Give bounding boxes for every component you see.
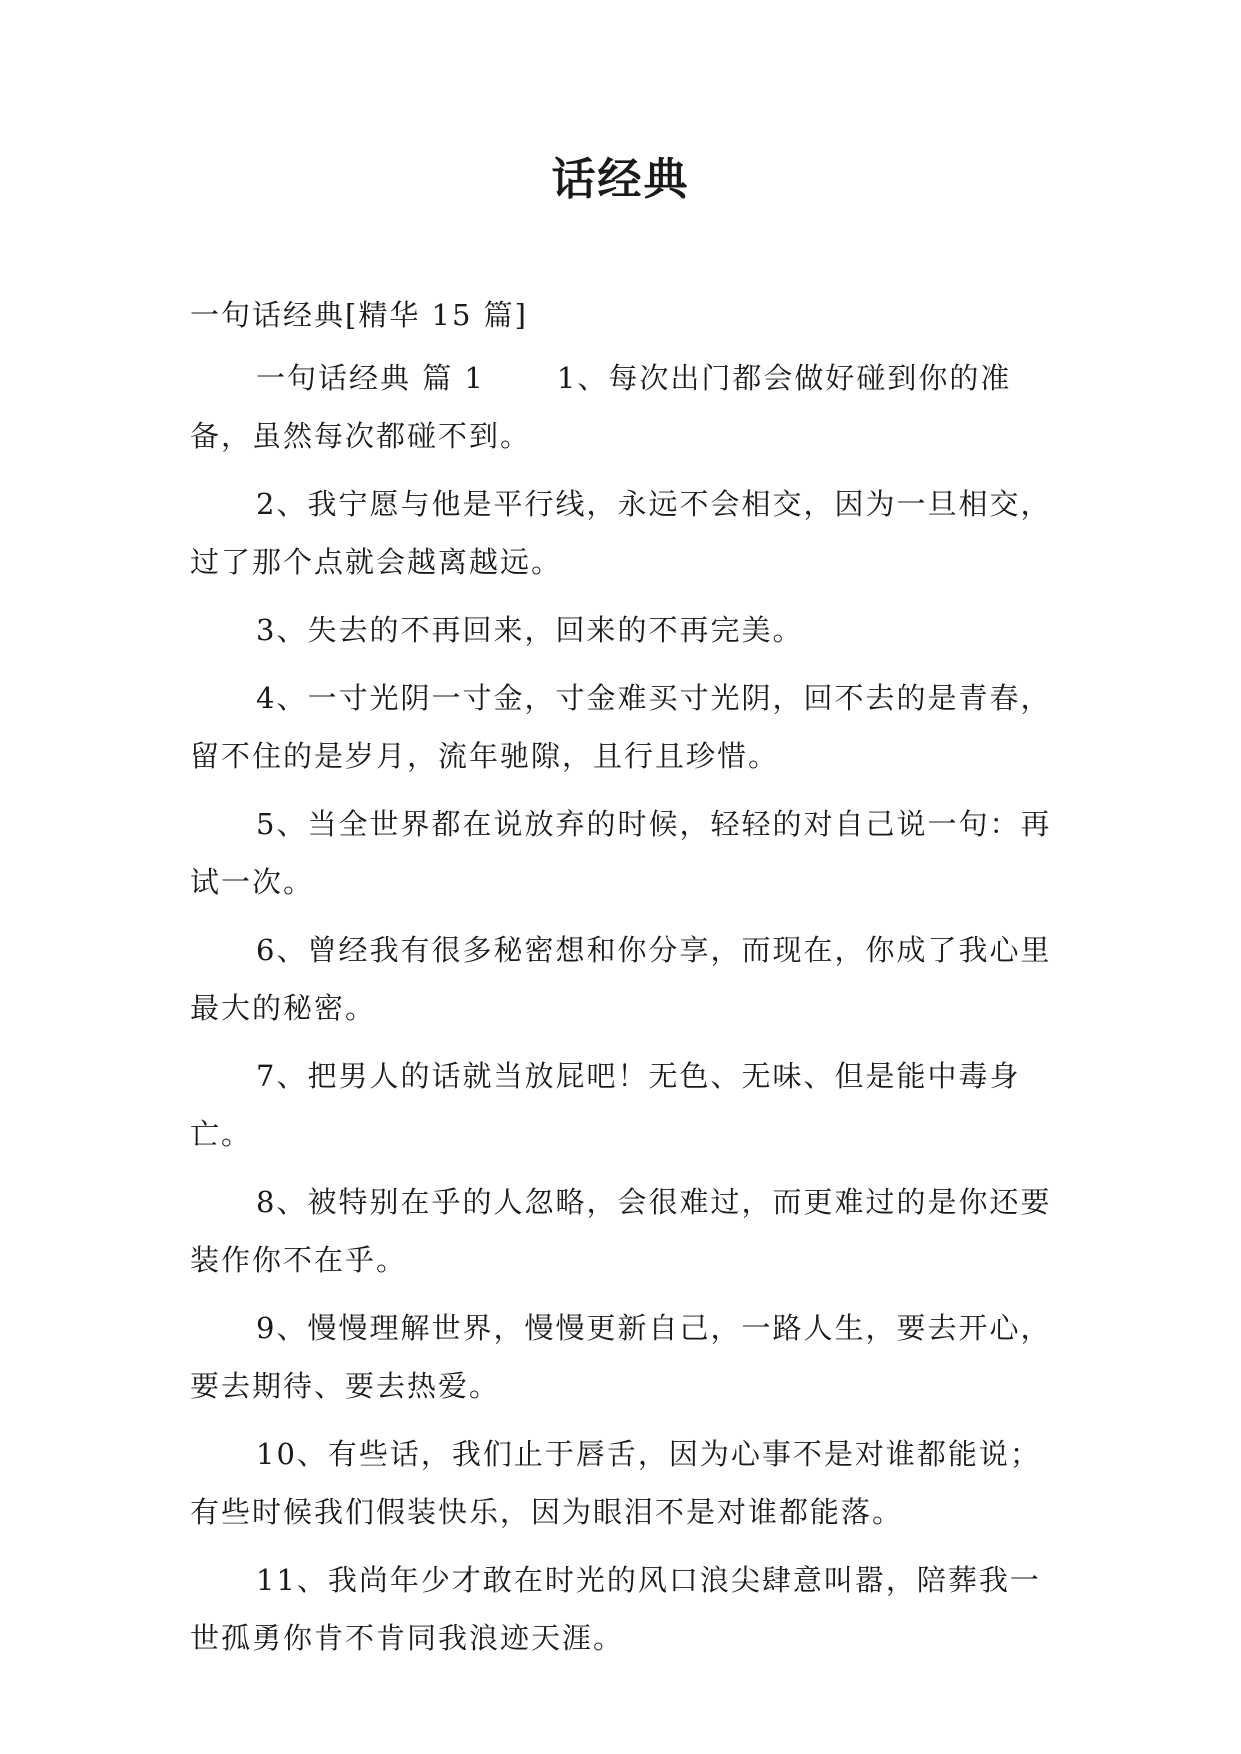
paragraph-7: 7、把男人的话就当放屁吧！无色、无味、但是能中毒身亡。: [190, 1059, 1021, 1151]
paragraph-10: 10、有些话，我们止于唇舌，因为心事不是对谁都能说；有些时候我们假装快乐，因为眼泪不是对谁都能落。: [190, 1437, 1041, 1529]
paragraph-11: 11、我尚年少才敢在时光的风口浪尖肆意叫嚣，陪葬我一世孤勇你肯不肯同我浪迹天涯。: [190, 1563, 1041, 1655]
paragraph-8: 8、被特别在乎的人忽略，会很难过，而更难过的是你还要装作你不在乎。: [190, 1185, 1052, 1277]
paragraph-4: 4、一寸光阴一寸金，寸金难买寸光阴，回不去的是青春，留不住的是岁月，流年驰隙，且行且珍惜。: [190, 681, 1052, 773]
paragraph-6: 6、曾经我有很多秘密想和你分享，而现在，你成了我心里最大的秘密。: [190, 933, 1052, 1025]
paragraph-3: 3、失去的不再回来，回来的不再完美。: [256, 613, 804, 647]
section-heading: 一句话经典 篇 1: [256, 361, 485, 395]
paragraph-text: 1、每次出门都会做好碰到你的准备，虽然每次都碰不到。: [190, 361, 1012, 453]
paragraph-5: 5、当全世界都在说放弃的时候，轻轻的对自己说一句：再试一次。: [190, 807, 1052, 899]
document-body: [190, 292, 1060, 1677]
paragraph-2: 2、我宁愿与他是平行线，永远不会相交，因为一旦相交，过了那个点就会越离越远。: [190, 487, 1052, 579]
paragraph-1: [190, 349, 1060, 465]
paragraph-9: 9、慢慢理解世界，慢慢更新自己，一路人生，要去开心，要去期待、要去热爱。: [190, 1311, 1052, 1403]
document-title: 话经典: [551, 154, 690, 205]
document-subtitle: 一句话经典[精华 15 篇]: [190, 298, 528, 332]
